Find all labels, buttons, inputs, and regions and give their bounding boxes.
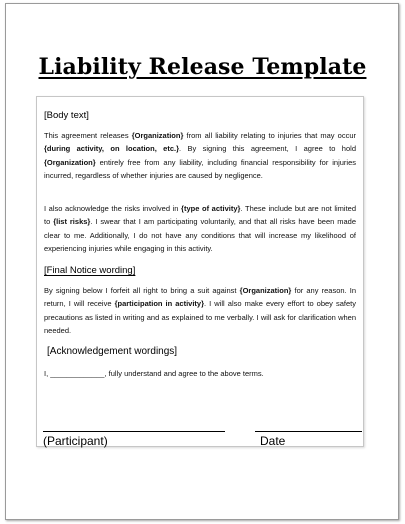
acknowledgement-statement: I, _____________, fully understand and agree to the above terms. [44, 369, 264, 378]
release-text-1: This agreement releases [44, 131, 132, 140]
risk-text-2: . These include but are not limited to [44, 204, 356, 227]
document-title-text: Liability Release Template [38, 54, 367, 80]
organization-placeholder: {Organization} [239, 286, 292, 295]
body-text-label: [Body text] [44, 110, 89, 121]
acknowledgement-label: [Acknowledgement wordings] [47, 346, 178, 357]
release-paragraph [44, 129, 356, 182]
final-notice-label: [Final Notice wording] [44, 265, 136, 276]
activity-location-placeholder: {during activity, on location, etc.} [44, 144, 179, 154]
risk-text-1: I also acknowledge the risks involved in [44, 204, 182, 213]
participant-signature-line [43, 431, 225, 432]
risk-paragraph [44, 202, 356, 255]
date-label: Date [260, 434, 286, 448]
release-text-2: from all liability relating to injuries that may occur [183, 131, 356, 140]
participant-label: (Participant) [43, 434, 108, 448]
release-text-3: . By signing this agreement, I agree to hold [179, 144, 356, 154]
notice-text-3: . I will also make every effort to obey safety precautions as listed in writing and as explained to me verbally. I will ask for clarification when needed. [44, 299, 356, 335]
date-signature-line [255, 431, 362, 432]
organization-placeholder: {Organization} [44, 157, 96, 167]
notice-text-1: By signing below I forfeit all right to bring a suit against [44, 286, 240, 295]
participation-placeholder: {participation in activity} [114, 299, 205, 309]
risk-text-3: . I swear that I am participating voluntarily, and that all risks have been made clear to me. Additionally, I do not have any conditions that will increase my likelihood of experiencing injuries while engaging in this activity. [44, 217, 356, 253]
risk-list-placeholder: {list risks} [53, 217, 91, 227]
final-notice-paragraph [44, 284, 356, 337]
activity-type-placeholder: {type of activity} [181, 204, 241, 213]
notice-text-2: for any reason. In return, I will receive [44, 286, 357, 309]
release-text-4: entirely free from any liability, including financial responsibility for injuries incurred, regardless of whether injuries are caused by negligence. [44, 157, 356, 180]
organization-placeholder: {Organization} [131, 131, 184, 140]
document-title [0, 52, 405, 82]
